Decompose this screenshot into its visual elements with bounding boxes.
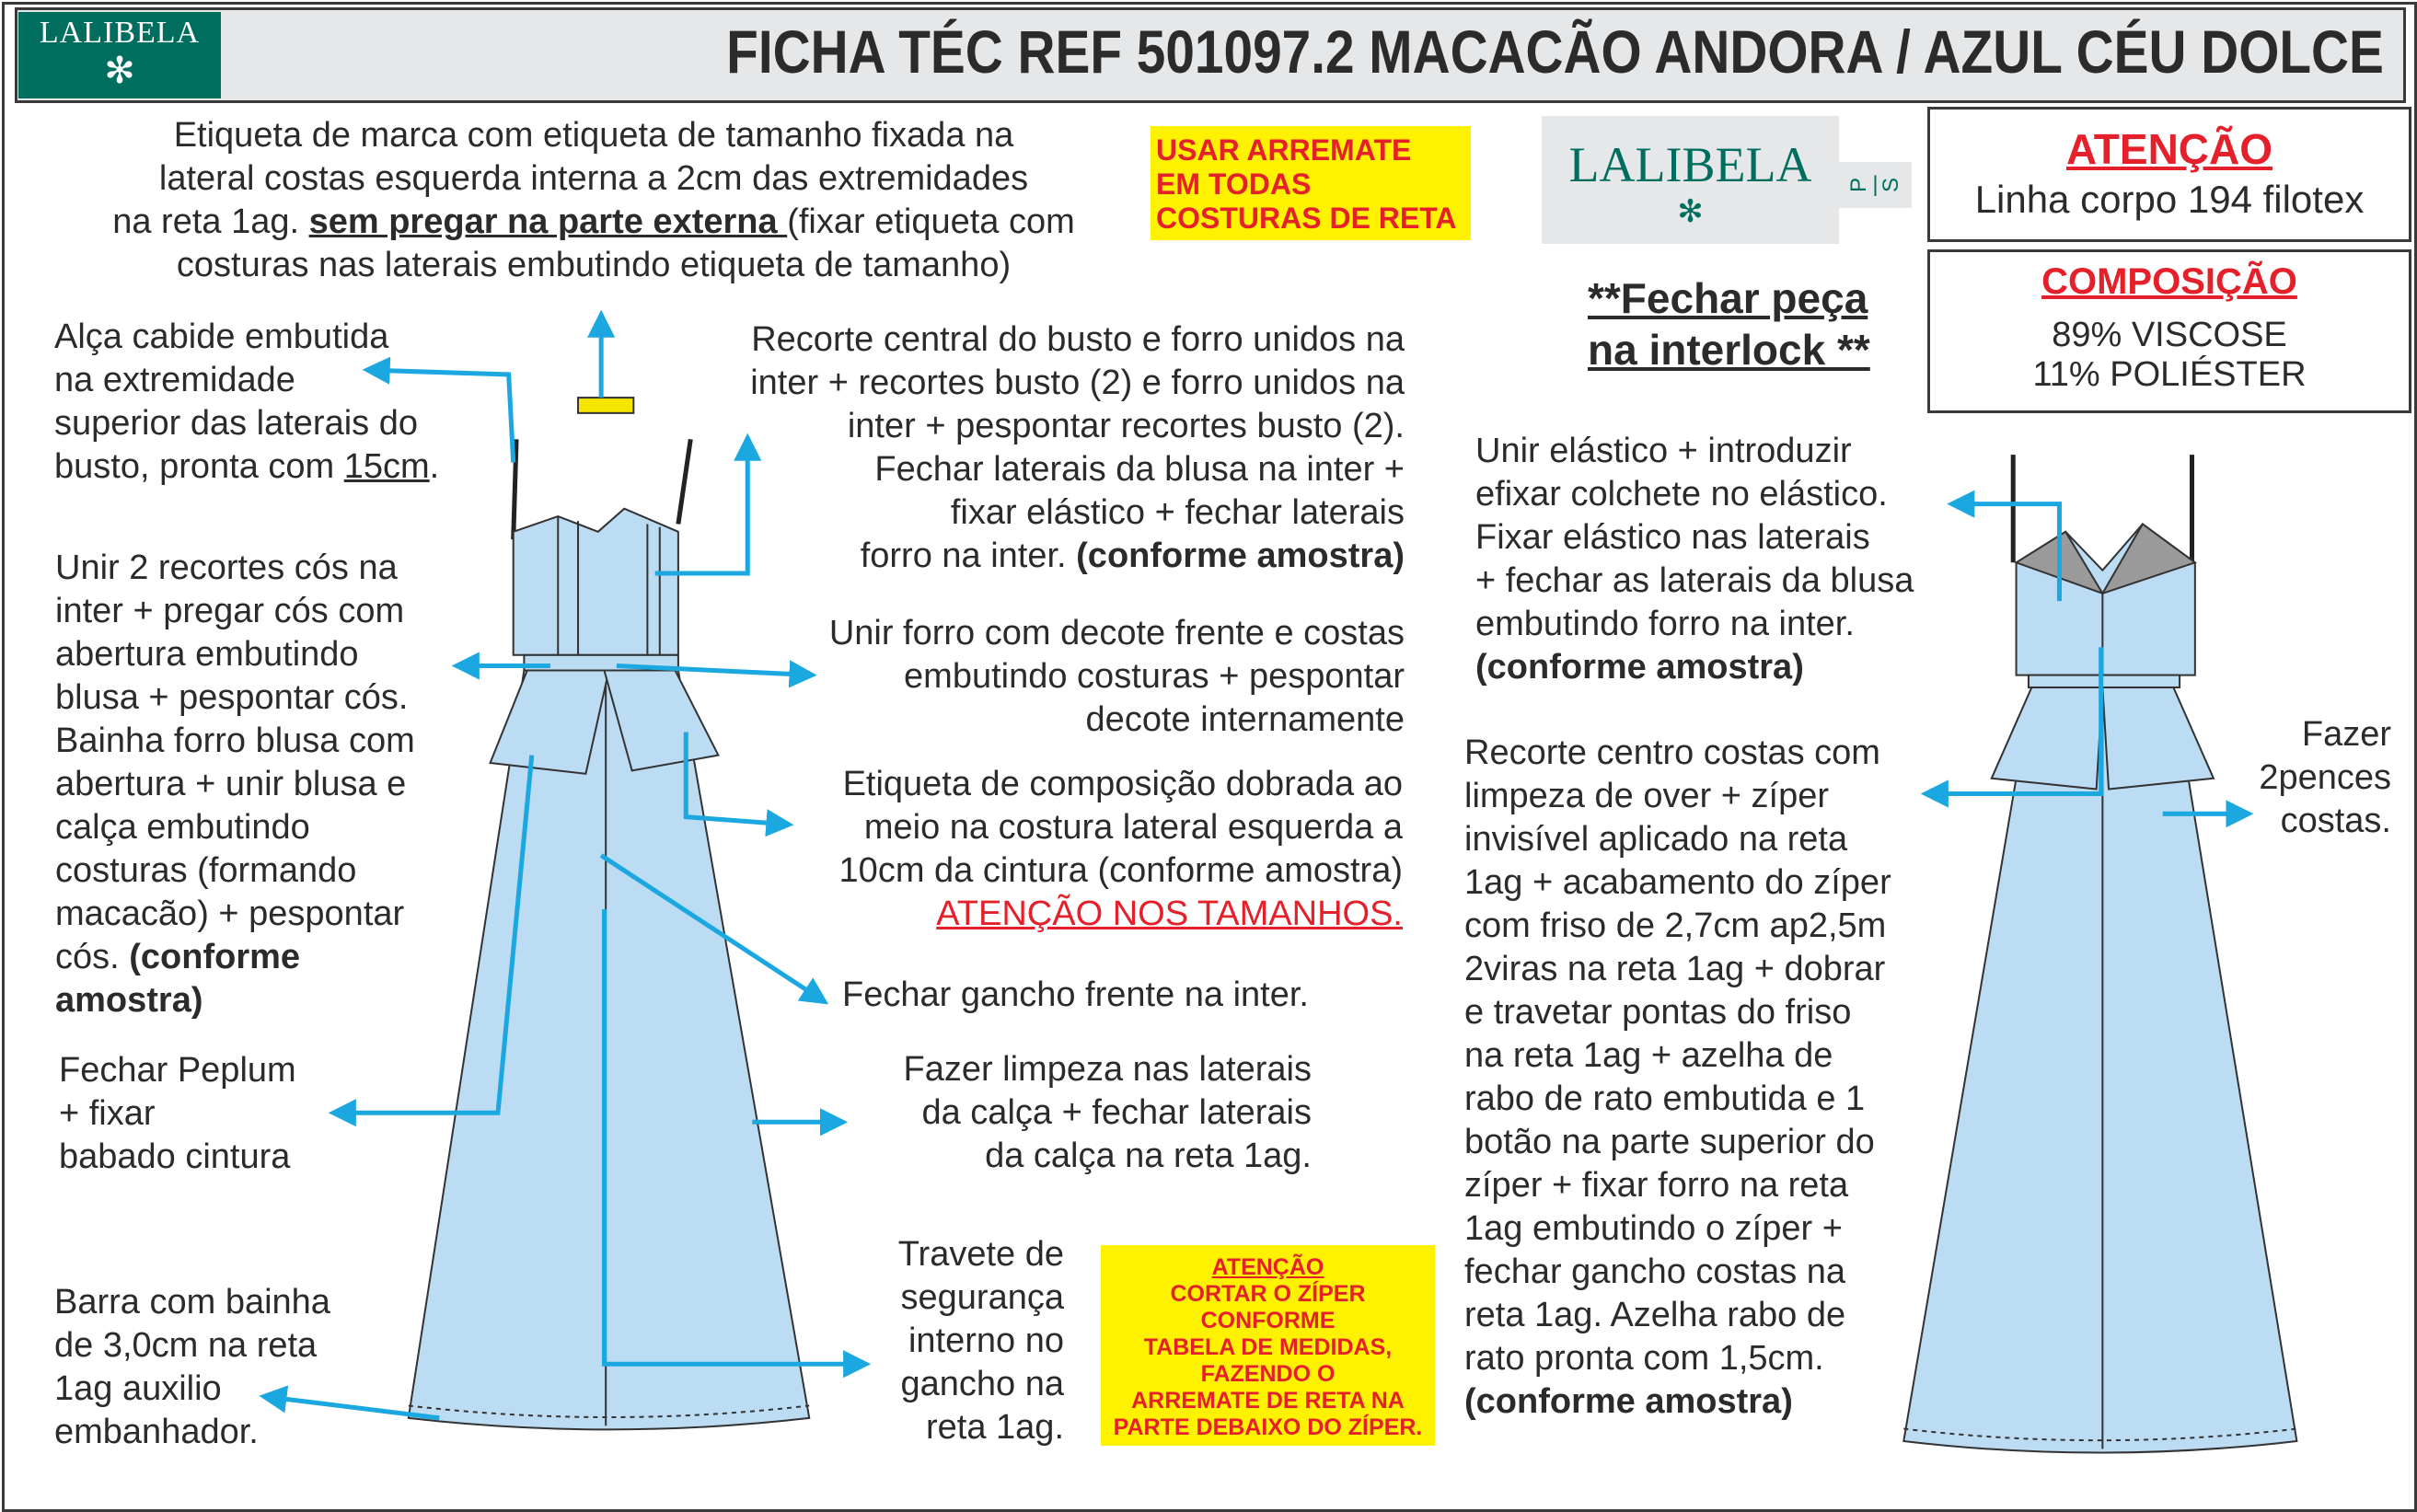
note-recorte-central: Recorte central do busto e forro unidos na inter + recortes busto (2) e forro unidos na inter + pespontar recortes busto (2). Fechar laterais da blusa na inter + fixar elástico + fechar laterais forro na inter. (conforme amostra) (750, 320, 1405, 575)
composition-title: COMPOSIÇÃO (2041, 261, 2297, 302)
note-travete: Travete de segurança interno no gancho na reta 1ag. (897, 1235, 1064, 1447)
zipper-warning-text: CORTAR O ZÍPER CONFORME TABELA DE MEDIDAS, FAZENDO O ARREMATE DE RETA NA PARTE DEBAIXO DO ZÍPER. (1113, 1281, 1423, 1440)
ps-tag: P | S (1839, 162, 1912, 208)
note-alca: Alça cabide embutida na extremidade superior das laterais do busto, pronta com 15cm. (54, 317, 440, 486)
zipper-warning-title: ATENÇÃO (1211, 1254, 1324, 1280)
note-recorte-costas: Recorte centro costas com limpeza de over + zíper invisível aplicado na reta 1ag + acabamento do zíper com friso de 2,7cm ap2,5m 2viras na reta 1ag + dobrar e travetar pontas do friso na reta 1ag + azelha de rabo de rato embutida e 1 botão na parte superior do zíper + fixar forro na reta 1ag embutindo o zíper + fechar gancho costas na reta 1ag. Azelha rabo de rato pronta com 1,5cm. (conforme amostra) (1464, 733, 1891, 1421)
composition-line: 11% POLIÉSTER (2032, 355, 2307, 394)
composition-line: 89% VISCOSE (2052, 316, 2287, 354)
note-elastico: Unir elástico + introduzir efixar colchete no elástico. Fixar elástico nas laterais + fechar as laterais da blusa embutindo forro na inter. (conforme amostra) (1475, 432, 1914, 687)
note-gancho-frente: Fechar gancho frente na inter. (842, 975, 1309, 1014)
note-barra: Barra com bainha de 3,0cm na reta 1ag auxilio embanhador. (54, 1283, 330, 1451)
note-peplum: Fechar Peplum + fixar babado cintura (59, 1051, 296, 1176)
brand-logo-name: LALIBELA (1568, 137, 1812, 192)
note-unir-cos: Unir 2 recortes cós na inter + pregar cós com abertura embutindo blusa + pespontar cós. Bainha forro blusa com abertura + unir blusa e calça embutindo costuras (formando macacão) + pespontar cós. (conforme amostra) (55, 548, 415, 1020)
interlock-note: **Fechar peça na interlock ** (1588, 274, 1870, 374)
bee-icon: ✻ (104, 51, 135, 91)
tag-s: S (1878, 177, 1903, 193)
arremate-note: USAR ARREMATE EM TODAS COSTURAS DE RETA (1151, 126, 1471, 240)
bee-icon: ✻ (1677, 194, 1704, 229)
page-title: FICHA TÉC REF 501097.2 MACACÃO ANDORA / AZUL CÉU DOLCE (726, 17, 2384, 86)
zipper-warning-note (1101, 1245, 1435, 1446)
label-note: Etiqueta de marca com etiqueta de tamanho fixada na lateral costas esquerda interna a 2cm das extremidades na reta 1ag. sem pregar na parte externa (fixar etiqueta com costuras nas laterais embutindo etiqueta de tamanho) (112, 116, 1075, 284)
back-jumpsuit (1903, 455, 2296, 1452)
note-etiqueta-composicao: Etiqueta de composição dobrada ao meio na costura lateral esquerda a 10cm da cintura (conforme amostra) ATENÇÃO NOS TAMANHOS. (838, 765, 1403, 933)
note-pences: Fazer 2pences costas. (2259, 715, 2391, 840)
tag-p: P (1846, 177, 1872, 193)
attention-text: Linha corpo 194 filotex (1974, 178, 2365, 221)
brand-name: LALIBELA (39, 16, 201, 50)
note-limpeza: Fazer limpeza nas laterais da calça + fechar laterais da calça na reta 1ag. (903, 1050, 1312, 1175)
attention-title: ATENÇÃO (2065, 125, 2273, 173)
note-unir-forro: Unir forro com decote frente e costas embutindo costuras + pespontar decote internamente (828, 614, 1405, 739)
